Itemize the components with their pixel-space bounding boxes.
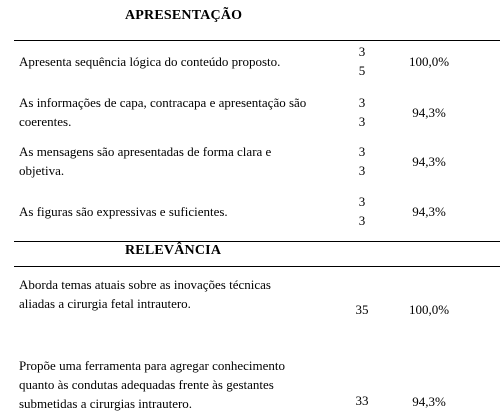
section-divider [14,40,500,41]
section-title-apresentacao: APRESENTAÇÃO [125,8,243,23]
criterion-text: Aborda temas atuais sobre as inovações técnicas aliadas a cirurgia fetal intrautero. [19,277,271,311]
section-title-relevancia: RELEVÂNCIA [125,243,222,258]
criterion-text: Apresenta sequência lógica do conteúdo proposto. [19,54,281,69]
section-divider [14,266,500,267]
percent-value: 94,3% [412,394,446,409]
percent-value: 94,3% [412,204,446,219]
percent-value: 94,3% [412,154,446,169]
count-value: 3 5 [358,44,366,78]
percent-value: 100,0% [408,54,450,69]
percent-value: 100,0% [408,302,450,317]
count-value: 3 3 [358,194,366,228]
criterion-text: Propõe uma ferramenta para agregar conhecimento quanto às condutas adequadas frente às gestantes submetidas a cirurgias intrautero. [19,358,286,411]
criterion-text: As informações de capa, contracapa e apresentação são coerentes. [19,95,307,129]
count-value: 3 3 [358,95,366,129]
criterion-text: As figuras são expressivas e suficientes. [19,204,228,219]
count-value: 3 3 [358,144,366,178]
percent-value: 94,3% [412,105,446,120]
count-value: 35 [355,302,369,317]
criterion-text: As mensagens são apresentadas de forma clara e objetiva. [19,144,272,178]
section-divider [14,241,500,242]
count-value: 33 [355,393,369,408]
